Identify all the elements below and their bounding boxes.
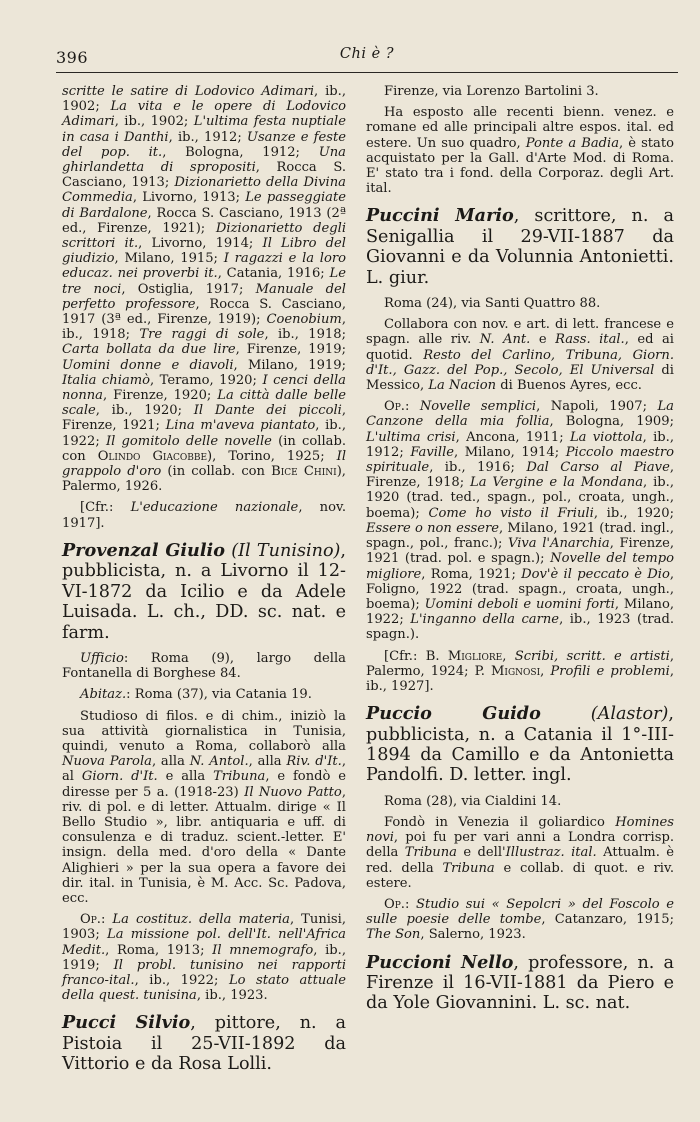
entry-text (62, 709, 346, 907)
entry-bio: , pubblicista, n. a Livorno il 12-VI-1872 da Icilio e da Adele Luisada. L. ch., DD. sc. nat. e farm. (62, 540, 346, 643)
text-run: , Catania, 1916; (217, 266, 330, 282)
text-run: Bice Chini (271, 464, 337, 480)
text-run: (in collab. con (62, 433, 346, 464)
text-run: , Ostiglia, 1917; (121, 281, 256, 297)
text-run: Fondò in Venezia il goliardico (384, 814, 616, 830)
text-run: (in collab. con (161, 464, 272, 480)
text-run: e collab. di quot. e riv. estere. (366, 860, 674, 891)
entry-text (366, 815, 674, 891)
text-run: Olindo Giacobbe (97, 448, 208, 464)
text-run: , ib., 1923. (196, 988, 268, 1004)
entry-pseudonym: (Alastor) (590, 704, 669, 725)
text-run: , Teramo, 1920; (150, 372, 263, 388)
text-run: La Vergine e la Mondana (470, 475, 644, 491)
text-run: Lo stato attuale della quest. tunisina (62, 972, 347, 1004)
text-run: Carta bollata da due lire (62, 342, 236, 358)
text-run: Tribuna (442, 860, 495, 876)
text-run: , riv. di pol. e di letter. Attualm. dirige « Il Bello Studio », libr. antiquaria e uff. di consulenza e di traduz. scient.-letter. E' insign. della med. d'oro della « Dante Alighieri » per la sua opera a favore dei dir. ital. in Tunisia, è M. Acc. Sc. Padova, ecc. (62, 784, 346, 906)
text-run: Tribuna (213, 769, 266, 785)
entry-address: Roma (28), via Cialdini 14. (384, 793, 562, 809)
text-run: Lina m'aveva piantato (165, 418, 316, 434)
text-run: , Milano, 1922; (366, 596, 674, 628)
text-run: I cenci della nonna (62, 372, 346, 404)
entry-name: Puccio Guido (366, 703, 541, 725)
entry-name: Pucci Silvio (62, 1012, 191, 1034)
text-run: , Rocca S. Casciano, 1913 (2ª ed., Firenze, 1921); (62, 205, 346, 236)
text-run: , Roma, 1913; (105, 942, 213, 958)
text-run: L'ultima festa nuptiale in casa i Danthi (62, 114, 346, 145)
text-run: , ib., 1920; (593, 505, 674, 521)
text-run: Il Dante dei piccoli (193, 403, 342, 419)
text-run: , Bologna, 1912; (162, 144, 319, 160)
entry-bio: , pubblicista, n. a Catania il 1°-III-1894 da Camillo e da Antonietta Pandolfi. D. letter. ingl. (366, 704, 674, 786)
text-run: Usanze e feste del pop. it. (62, 129, 346, 160)
text-run: , ib., 1912; (366, 429, 674, 460)
entry-bio: , professore, n. a Firenze il 16-VII-1881 da Piero e da Yole Giovannini. L. sc. nat. (366, 952, 674, 1014)
text-run: , Milano, 1919; (233, 357, 346, 373)
entry-heading (366, 704, 674, 786)
text-run: La costituz. della materia (112, 912, 290, 928)
text-run: Dov'è il peccato è Dio (521, 566, 670, 582)
text-run: La Nacion (428, 378, 497, 394)
header-rule (56, 72, 678, 73)
text-run: , ib., 1912; (168, 129, 247, 145)
text-run: , ib., 1923 (trad. spagn.). (366, 612, 674, 643)
text-run: Una ghirlandetta di spropositi (62, 144, 346, 176)
text-run: scritte le satire di Lodovico Adimari (62, 84, 315, 99)
left-column (62, 84, 346, 1083)
text-run: , Firenze, 1921 (trad. pol. e spagn.); (366, 536, 674, 567)
entry-heading (366, 953, 674, 1014)
text-run: Il Libro del giudizio (62, 236, 346, 267)
text-run: : (404, 896, 416, 912)
text-run: , (540, 663, 551, 679)
text-run: , Milano, 1914; (454, 444, 566, 460)
text-run: La Canzone della mia follia (366, 399, 674, 430)
text-run: , Foligno, 1922 (trad. spagn., croata, ungh., boema); (366, 566, 675, 612)
text-run: Resto del Carlino, Tribuna, Giorn. d'It., Gazz. del Pop., Secolo, El Universal (366, 347, 674, 378)
text-run: Homines novi (366, 814, 674, 846)
text-run: , ib., 1922; (62, 418, 347, 449)
text-run: Novelle del tempo migliore (366, 551, 674, 582)
text-run: La viottola (569, 429, 643, 445)
entry-heading (366, 206, 674, 288)
text-run: , ib., 1918; (62, 312, 346, 343)
text-run: Italia chiamò (62, 372, 150, 388)
entry-text (366, 317, 674, 393)
entry-name: Puccini Mario (366, 205, 514, 227)
text-run: , Firenze, 1921; (62, 403, 346, 434)
works-continued (62, 84, 346, 494)
entry-works (366, 897, 674, 943)
text-run: Op. (384, 896, 405, 912)
entry-office: Ufficio: Roma (9), largo della Fontanella di Borghese 84. (62, 650, 346, 682)
text-run: , ib., 1920 (trad. ted., spagn., pol., croata, ungh., boema); (366, 475, 674, 521)
text-run: , ib., 1922; (134, 972, 229, 988)
text-run: e (530, 332, 556, 348)
text-run: Studio sui « Sepolcri » del Foscolo e sulle poesie delle tombe (366, 896, 674, 928)
text-run: N. Ant. (479, 332, 531, 348)
text-run: , e fondò e diresse per 5 a. (1918-23) (62, 769, 347, 800)
entry-text: Ha esposto alle recenti bienn. venez. e romane ed alle principali altre espos. ital. ed estere. Un suo quadro, Ponte a Badia, è stato acquistato per la Gall. d'Arte Mod. di Roma. E' stato tra i fond. della Corporaz. degli Art. ital. (366, 105, 675, 197)
text-run: [Cfr.: (80, 500, 131, 516)
entry-heading (62, 541, 346, 643)
text-run: Le passeggiate di Bardalone (62, 190, 346, 221)
text-run: L'ultima crisi (366, 429, 456, 445)
text-run: Dal Carso al Piave (526, 460, 670, 476)
text-run: , Firenze, 1918; (366, 460, 674, 491)
text-run: Op. (384, 399, 405, 415)
text-run: Novelle semplici (419, 399, 537, 415)
text-run: , Milano, 1921 (trad. ingl., spagn., pol., franc.); (366, 520, 674, 552)
entry-pseudonym: (Il Tunisino) (231, 540, 341, 561)
text-run: Op. (80, 912, 101, 928)
text-run: Mignosi (491, 663, 541, 679)
text-run: , alla (151, 754, 190, 770)
text-run: , Livorno, 1913; (132, 190, 246, 206)
text-run: ), Palermo, 1926. (62, 464, 346, 495)
text-run: Scribi, scritt. e artisti (514, 648, 670, 664)
text-run: , Catanzaro, 1915; (541, 912, 674, 928)
text-run: , ib., 1916; (429, 460, 527, 476)
text-run: Nuova Parola (62, 754, 152, 770)
text-run: , ib., 1902; (114, 114, 194, 130)
text-run: La vita e le opere di Lodovico Adimari (62, 99, 346, 130)
text-run: Uomini donne e diavoli (62, 357, 234, 373)
text-run: I ragazzi e la loro educaz. nei proverbi it. (62, 251, 347, 282)
text-run: , (502, 648, 515, 664)
text-run: , Salerno, 1923. (420, 927, 526, 943)
text-run: Viva l'Anarchia (507, 536, 610, 552)
text-run: L'inganno della carne (410, 612, 560, 628)
text-run: di Messico, (366, 362, 674, 394)
text-run: Uomini deboli e uomini forti (424, 596, 615, 612)
text-run: Collabora con nov. e art. di lett. francese e spagn. alle riv. (366, 317, 674, 348)
text-run: Attualm. è red. della (366, 845, 674, 876)
text-run: Come ho visto il Friuli (428, 505, 594, 521)
text-run: : (404, 399, 420, 415)
text-run: N. Antol. (189, 754, 249, 770)
text-run: Illustraz. ital. (505, 845, 597, 861)
text-run: Giorn. d'It. (81, 769, 158, 785)
right-column (366, 84, 674, 1022)
entry-bio: , scrittore, n. a Senigallia il 29-VII-1887 da Giovanni e da Volunnia Antonietti. L. giur. (366, 206, 674, 288)
text-run: [Cfr.: B. (384, 648, 448, 664)
text-run: Il gomitolo delle novelle (105, 433, 272, 449)
text-run: Le tre noci (62, 266, 346, 297)
text-run: , Roma, 1921; (421, 566, 522, 582)
text-run: Profili e problemi (550, 663, 670, 679)
text-run: La città dalle belle scale (62, 388, 346, 419)
text-run: e dell' (456, 845, 506, 861)
text-run: Piccolo maestro spirituale (366, 444, 674, 476)
text-run: , ib., 1927]. (366, 663, 674, 694)
text-run: Dizionarietto della Divina Commedia (62, 175, 346, 206)
text-run: Faville (410, 444, 455, 460)
text-run: Il Nuovo Patto (244, 784, 342, 800)
citation (62, 500, 346, 530)
text-run: , Firenze, 1920; (103, 388, 218, 404)
text-run: Migliore (447, 648, 503, 664)
text-run: Il probl. tunisino nei rapporti franco-ital. (62, 957, 347, 988)
entry-name: Puccioni Nello (366, 951, 514, 973)
text-run: , nov. 1917]. (62, 500, 346, 531)
text-run: , ib., 1919; (62, 942, 346, 973)
text-run: , Napoli, 1907; (536, 399, 658, 415)
text-run: Tre raggi di sole (139, 327, 265, 343)
running-title: Chi è ? (339, 46, 395, 62)
text-run: Il grappolo d'oro (62, 448, 347, 480)
entry-home: Abitaz.: Roma (37), via Catania 19. (80, 687, 312, 703)
text-run: , Palermo, 1924; P. (366, 648, 674, 679)
text-run: , ed ai quotid. (366, 332, 674, 363)
text-run: Manuale del perfetto professore (62, 281, 346, 312)
text-run: di Buenos Ayres, ecc. (496, 378, 642, 394)
text-run: , Bologna, 1909; (549, 414, 674, 430)
text-run: Essere o non essere (366, 520, 500, 536)
text-run: Coenobium (266, 312, 342, 328)
text-run: , Tunisi, 1903; (62, 912, 347, 943)
citation (366, 649, 674, 695)
text-run: Studioso di filos. e di chim., iniziò la sua attività giornalistica in Tunisia, quindi, venuto a Roma, collaborò alla (62, 708, 346, 754)
text-run: Riv. d'It. (286, 754, 342, 770)
text-run: , al (62, 754, 347, 785)
entry-works (62, 912, 346, 1003)
text-run: : (100, 912, 113, 928)
text-run: , Livorno, 1914; (138, 236, 263, 252)
text-run: ), Torino, 1925; (207, 448, 337, 464)
entry-heading (62, 1013, 346, 1074)
text-run: , Milano, 1915; (114, 251, 224, 267)
entry-bio: , pittore, n. a Pistoia il 25-VII-1892 da Vittorio e da Rosa Lolli. (62, 1013, 346, 1075)
text-run: Tribuna (404, 845, 457, 861)
text-run: Il mnemografo (212, 942, 314, 958)
entry-address: Firenze, via Lorenzo Bartolini 3. (384, 84, 599, 99)
text-run: , alla (248, 754, 287, 770)
text-run: Rass. ital. (555, 332, 625, 348)
text-run: La missione pol. dell'It. nell'Africa Medit. (62, 927, 346, 958)
entry-works (366, 399, 674, 642)
text-run: , Rocca S. Casciano, 1913; (62, 160, 346, 191)
text-run: , Rocca S. Casciano, 1917 (3ª ed., Firenze, 1919); (62, 296, 346, 328)
page-number: 396 (56, 48, 89, 67)
text-run: , Firenze, 1919; (235, 342, 346, 358)
text-run: The Son (366, 927, 421, 943)
text-run: , ib., 1902; (62, 84, 346, 115)
text-run: Dizionarietto degli scrittori it. (62, 220, 347, 252)
entry-address: Roma (24), via Santi Quattro 88. (384, 296, 601, 312)
page-header (56, 42, 678, 70)
text-run: , poi fu per vari anni a Londra corrisp. della (366, 830, 674, 861)
text-run: , Ancona, 1911; (455, 429, 570, 445)
text-run: , ib., 1918; (264, 327, 346, 343)
text-run: e alla (157, 769, 214, 785)
entry-name: Provenzal Giulio (62, 539, 225, 561)
text-run: , ib., 1920; (95, 403, 194, 419)
text-run: L'educazione nazionale (130, 500, 299, 516)
